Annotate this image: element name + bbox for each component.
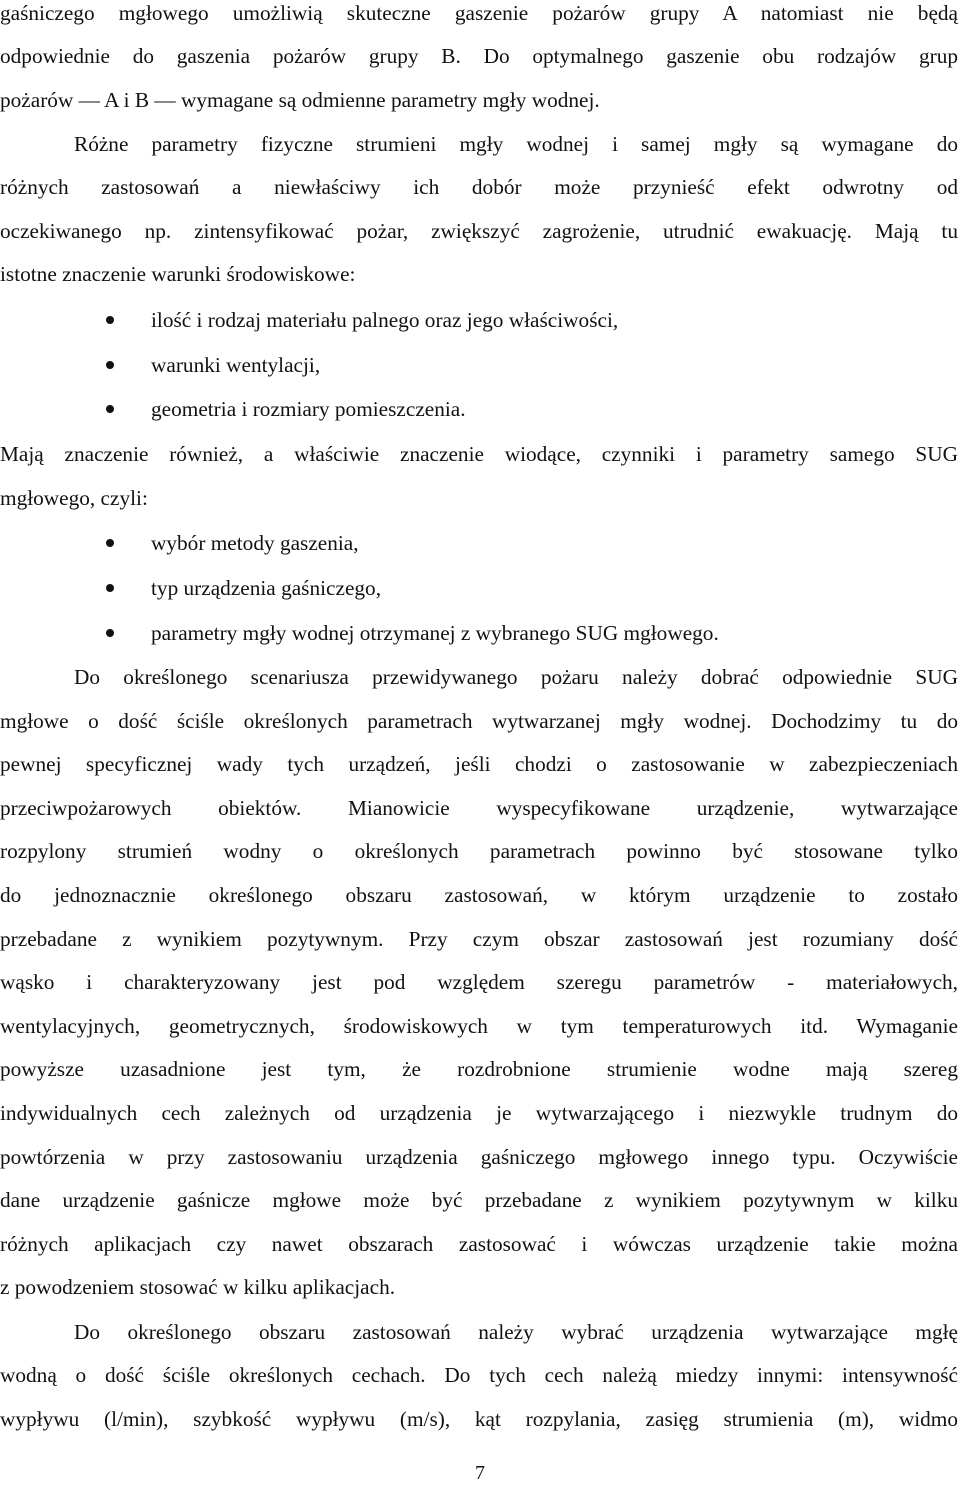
text-line: pożarów — A i B — wymagane są odmienne parametry mgły wodnej. — [0, 88, 600, 112]
list-item-text: warunki wentylacji, — [151, 353, 321, 377]
text-line: Do określonego scenariusza przewidywanego pożaru należy dobrać odpowiednie SUG — [74, 665, 958, 689]
bullet-icon — [106, 361, 114, 369]
list-item — [0, 352, 958, 378]
text-line: odpowiednie do gaszenia pożarów grupy B. Do optymalnego gaszenie obu rodzajów grup — [0, 44, 958, 68]
text-line: wentylacyjnych, geometrycznych, środowiskowych w tym temperaturowych itd. Wymaganie — [0, 1014, 958, 1038]
text-line: wypływu (l/min), szybkość wypływu (m/s), kąt rozpylania, zasięg strumienia (m), widmo — [0, 1407, 958, 1431]
text-line: różnych zastosowań a niewłaściwy ich dobór może przynieść efekt odwrotny od — [0, 175, 958, 199]
bullet-icon — [106, 316, 114, 324]
text-line: powtórzenia w przy zastosowaniu urządzenia gaśniczego mgłowego innego typu. Oczywiście — [0, 1145, 958, 1169]
text-line: Mają znaczenie również, a właściwie znaczenie wiodące, czynniki i parametry samego SUG — [0, 442, 958, 466]
list-item — [0, 396, 958, 422]
list-item-text: typ urządzenia gaśniczego, — [151, 576, 382, 600]
page-number: 7 — [475, 1462, 485, 1484]
text-line: pewnej specyficznej wady tych urządzeń, jeśli chodzi o zastosowanie w zabezpieczeniach — [0, 752, 958, 776]
text-line: mgłowe o dość ściśle określonych parametrach wytwarzanej mgły wodnej. Dochodzimy tu do — [0, 709, 958, 733]
text-line: mgłowego, czyli: — [0, 486, 148, 510]
bullet-icon — [106, 584, 114, 592]
bullet-icon — [106, 405, 114, 413]
text-line: Różne parametry fizyczne strumieni mgły wodnej i samej mgły są wymagane do — [74, 132, 958, 156]
list-item-text: ilość i rodzaj materiału palnego oraz jego właściwości, — [151, 308, 619, 332]
text-line: Do określonego obszaru zastosowań należy wybrać urządzenia wytwarzające mgłę — [74, 1320, 958, 1344]
list-item — [0, 575, 958, 601]
text-line: do jednoznacznie określonego obszaru zastosowań, w którym urządzenie to zostało — [0, 883, 958, 907]
text-line: przebadane z wynikiem pozytywnym. Przy czym obszar zastosowań jest rozumiany dość — [0, 927, 958, 951]
list-item — [0, 620, 958, 646]
text-line: rozpylony strumień wodny o określonych parametrach powinno być stosowane tylko — [0, 839, 958, 863]
list-item — [0, 530, 958, 556]
bullet-icon — [106, 629, 114, 637]
text-line: dane urządzenie gaśnicze mgłowe może być przebadane z wynikiem pozytywnym w kilku — [0, 1188, 958, 1212]
text-line: różnych aplikacjach czy nawet obszarach zastosować i wówczas urządzenie takie można — [0, 1232, 958, 1256]
text-line: powyższe uzasadnione jest tym, że rozdrobnione strumienie wodne mają szereg — [0, 1057, 958, 1081]
list-item — [0, 307, 958, 333]
list-item-text: wybór metody gaszenia, — [151, 531, 359, 555]
text-line: z powodzeniem stosować w kilku aplikacjach. — [0, 1275, 396, 1299]
bullet-icon — [106, 539, 114, 547]
text-line: wodną o dość ściśle określonych cechach. Do tych cech należą miedzy innymi: intensywność — [0, 1363, 958, 1387]
text-line: oczekiwanego np. zintensyfikować pożar, zwiększyć zagrożenie, utrudnić ewakuację. Mają tu — [0, 219, 958, 243]
text-line: indywidualnych cech zależnych od urządzenia je wytwarzającego i niezwykle trudnym do — [0, 1101, 958, 1125]
text-line: gaśniczego mgłowego umożliwią skuteczne gaszenie pożarów grupy A natomiast nie będą — [0, 1, 958, 25]
text-line: przeciwpożarowych obiektów. Mianowicie wyspecyfikowane urządzenie, wytwarzające — [0, 796, 958, 820]
text-line: wąsko i charakteryzowany jest pod względem szeregu parametrów - materiałowych, — [0, 970, 958, 994]
list-item-text: geometria i rozmiary pomieszczenia. — [151, 397, 466, 421]
text-line: istotne znaczenie warunki środowiskowe: — [0, 262, 356, 286]
list-item-text: parametry mgły wodnej otrzymanej z wybranego SUG mgłowego. — [151, 621, 719, 645]
